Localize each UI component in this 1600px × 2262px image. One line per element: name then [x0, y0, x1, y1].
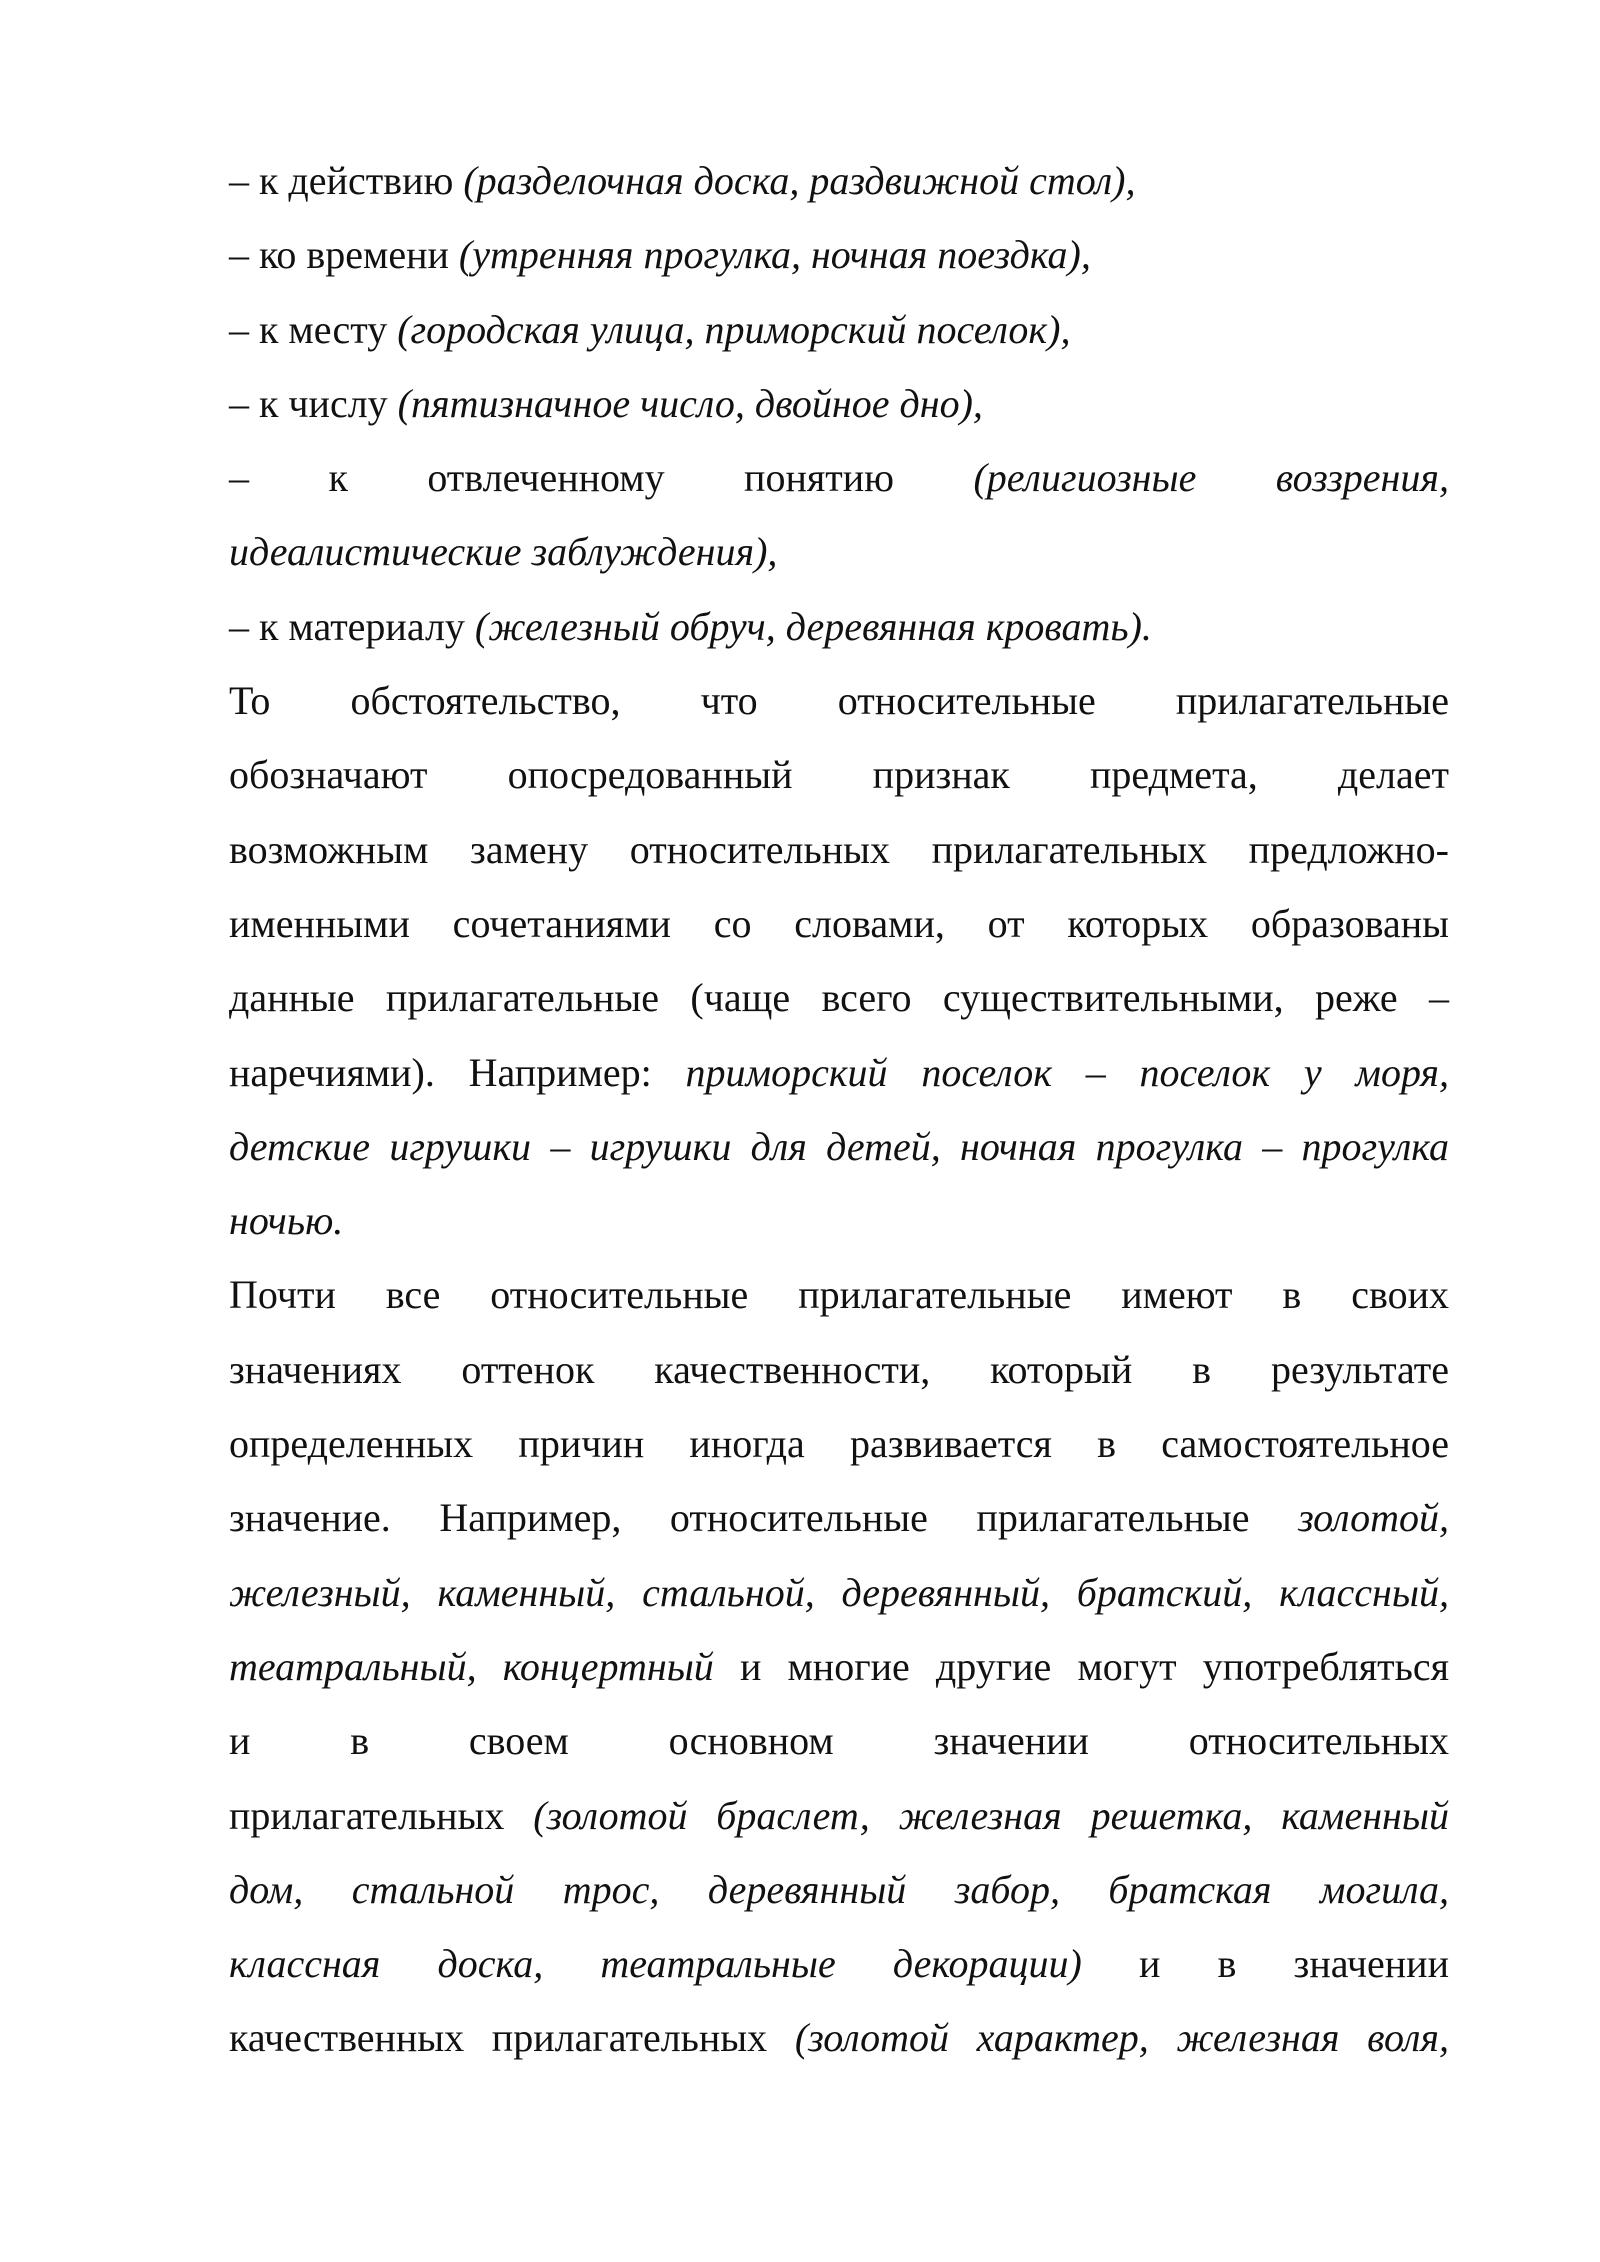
list-item-prefix: – к месту — [229, 306, 398, 352]
paragraph-line — [229, 2001, 1449, 2075]
list-item-prefix: – к числу — [229, 380, 398, 426]
paragraph-line: возможным замену относительных прилагательных предложно- — [229, 826, 1449, 872]
paragraph-text: значение. Например, относительные прилагательные — [229, 1495, 1299, 1541]
paragraph-line — [229, 1779, 1449, 1853]
paragraph-line: То обстоятельство, что относительные прилагательные — [229, 678, 1449, 724]
paragraph-line — [229, 1481, 1449, 1555]
paragraph-line — [229, 1927, 1449, 2001]
list-item — [229, 218, 1449, 292]
paragraph-example-line: детские игрушки – игрушки для детей, ночная прогулка – прогулка — [229, 1123, 1449, 1169]
paragraph-example-line: ночью. — [229, 1198, 344, 1244]
document-page — [229, 144, 1449, 2076]
list-item-continuation — [229, 515, 1449, 589]
list-item-example: (пятизначное число, двойное дно), — [397, 380, 983, 426]
list-item-example: (утренняя прогулка, ночная поездка), — [458, 232, 1091, 278]
list-item — [229, 441, 1449, 515]
paragraph-text: наречиями). Например: — [229, 1049, 686, 1095]
list-item-example: (железный обруч, деревянная кровать). — [474, 603, 1152, 649]
paragraph-line: обозначают опосредованный признак предмета, делает — [229, 752, 1449, 798]
paragraph-line: данные прилагательные (чаще всего существительными, реже – — [229, 975, 1449, 1021]
paragraph-text: и в значении — [1081, 1941, 1449, 1987]
paragraph-line: Почти все относительные прилагательные имеют в своих — [229, 1272, 1449, 1318]
paragraph-line: значениях оттенок качественности, который в результате — [229, 1346, 1449, 1392]
paragraph-line: и в своем основном значении относительных — [229, 1718, 1449, 1764]
list-item — [229, 144, 1449, 218]
list-item — [229, 367, 1449, 441]
list-item-example: (разделочная доска, раздвижной стол), — [463, 158, 1136, 203]
list-item-prefix: – к действию — [229, 158, 464, 203]
paragraph-example: (золотой характер, железная воля, — [794, 2015, 1449, 2061]
list-item — [229, 590, 1449, 664]
paragraph-line — [229, 1630, 1449, 1704]
list-item-example: (религиозные воззрения, — [973, 455, 1449, 501]
list-item-prefix: – к отвлеченному понятию — [229, 455, 974, 501]
paragraph-example: (золотой браслет, железная решетка, каменный — [533, 1792, 1449, 1838]
list-item-example: (городская улица, приморский поселок), — [397, 306, 1071, 352]
paragraph-line — [229, 1036, 1449, 1110]
paragraph-text: и многие другие могут употребляться — [713, 1643, 1449, 1689]
paragraph-text: качественных прилагательных — [229, 2015, 795, 2061]
list-item — [229, 293, 1449, 367]
paragraph-example: приморский поселок – поселок у моря, — [685, 1049, 1450, 1095]
paragraph-example-line: железный, каменный, стальной, деревянный, братский, классный, — [229, 1569, 1449, 1615]
paragraph-example: золотой, — [1298, 1495, 1449, 1541]
paragraph-line: определенных причин иногда развивается в самостоятельное — [229, 1421, 1449, 1467]
list-item-example-continuation: идеалистические заблуждения), — [229, 529, 778, 575]
paragraph-example: театральный, концертный — [229, 1643, 714, 1689]
paragraph-example: классная доска, театральные декорации) — [229, 1941, 1082, 1987]
list-item-prefix: – к материалу — [229, 603, 475, 649]
paragraph-text: прилагательных — [229, 1792, 534, 1838]
paragraph-line: именными сочетаниями со словами, от которых образованы — [229, 900, 1449, 946]
paragraph-example-line: дом, стальной трос, деревянный забор, братская могила, — [229, 1866, 1449, 1912]
list-item-prefix: – ко времени — [229, 232, 459, 278]
